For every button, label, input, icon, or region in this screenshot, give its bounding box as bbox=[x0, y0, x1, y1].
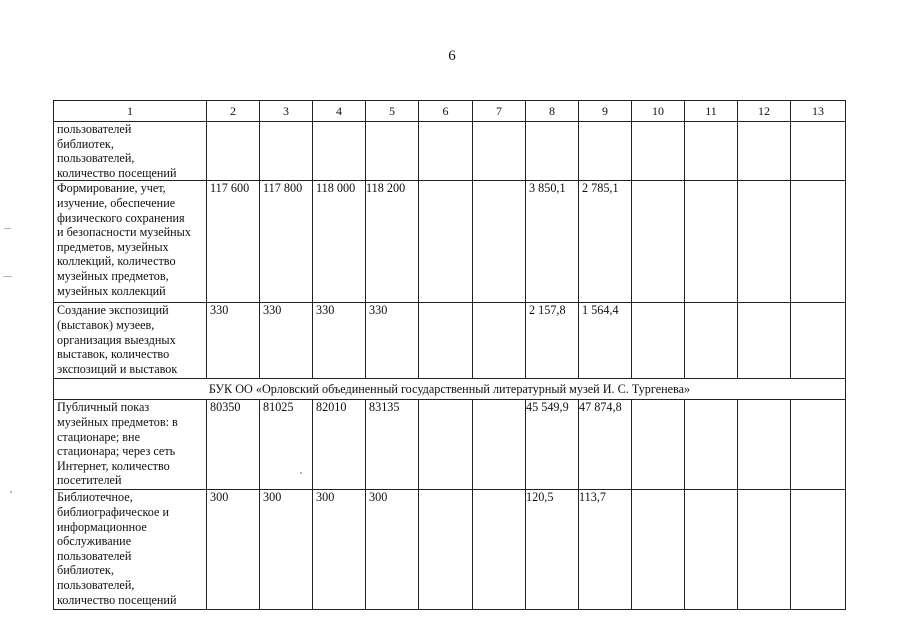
table-row bbox=[54, 122, 846, 181]
value-cell bbox=[419, 490, 473, 610]
column-number-cell: 13 bbox=[791, 101, 846, 122]
value-cell bbox=[473, 181, 526, 303]
value-cell: 120,5 bbox=[526, 490, 579, 610]
service-name-line: посетителей bbox=[57, 473, 122, 488]
value-cell: 83135 bbox=[366, 400, 419, 490]
value-cell bbox=[632, 400, 685, 490]
data-table bbox=[53, 100, 846, 610]
value-cell bbox=[473, 122, 526, 181]
value-cell: 2 157,8 bbox=[526, 303, 579, 379]
column-number-cell: 3 bbox=[260, 101, 313, 122]
value-cell: 330 bbox=[260, 303, 313, 379]
table-row bbox=[54, 181, 846, 303]
column-number-cell: 11 bbox=[685, 101, 738, 122]
scan-speck bbox=[10, 491, 12, 493]
value-cell bbox=[632, 303, 685, 379]
value-cell bbox=[632, 181, 685, 303]
value-cell: 117 800 bbox=[260, 181, 313, 303]
value-cell: 300 bbox=[260, 490, 313, 610]
service-name-line: (выставок) музеев, bbox=[57, 317, 155, 332]
value-cell bbox=[419, 303, 473, 379]
column-number-cell: 12 bbox=[738, 101, 791, 122]
page-number: 6 bbox=[448, 48, 456, 64]
column-number-cell: 5 bbox=[366, 101, 419, 122]
service-name-line: информационное bbox=[57, 519, 147, 534]
value-cell bbox=[419, 122, 473, 181]
service-name-line: пользователей, bbox=[57, 577, 135, 592]
service-name-line: и безопасности музейных bbox=[57, 225, 191, 240]
service-name-line: музейных предметов, bbox=[57, 268, 169, 283]
value-cell: 113,7 bbox=[579, 490, 632, 610]
value-cell bbox=[738, 122, 791, 181]
value-cell: 81025 bbox=[260, 400, 313, 490]
value-cell bbox=[579, 122, 632, 181]
service-name-cell bbox=[54, 122, 207, 181]
service-name-line: изучение, обеспечение bbox=[57, 195, 176, 210]
table-row bbox=[54, 400, 846, 490]
table-row bbox=[54, 490, 846, 610]
value-cell bbox=[685, 122, 738, 181]
column-number-cell: 2 bbox=[207, 101, 260, 122]
value-cell: 47 874,8 bbox=[579, 400, 632, 490]
value-cell: 300 bbox=[366, 490, 419, 610]
service-name-line: количество посещений bbox=[57, 165, 177, 180]
service-name-line: пользователей bbox=[57, 548, 132, 563]
value-cell bbox=[791, 400, 846, 490]
value-cell: 117 600 bbox=[207, 181, 260, 303]
value-cell: 300 bbox=[207, 490, 260, 610]
value-cell bbox=[207, 122, 260, 181]
value-cell: 330 bbox=[207, 303, 260, 379]
service-name-line: библиотек, bbox=[57, 563, 114, 578]
column-number-cell: 10 bbox=[632, 101, 685, 122]
value-cell bbox=[738, 400, 791, 490]
value-cell bbox=[313, 122, 366, 181]
column-number-cell: 7 bbox=[473, 101, 526, 122]
value-cell: 45 549,9 bbox=[526, 400, 579, 490]
value-cell bbox=[632, 490, 685, 610]
value-cell bbox=[685, 303, 738, 379]
column-number-cell: 4 bbox=[313, 101, 366, 122]
column-number-cell: 1 bbox=[54, 101, 207, 122]
column-number-cell: 9 bbox=[579, 101, 632, 122]
scan-speck bbox=[3, 276, 12, 277]
column-number-row bbox=[54, 101, 846, 122]
column-number-cell: 6 bbox=[419, 101, 473, 122]
value-cell bbox=[685, 181, 738, 303]
value-cell: 80350 bbox=[207, 400, 260, 490]
service-name-cell bbox=[54, 400, 207, 490]
table-row bbox=[54, 303, 846, 379]
service-name-line: музейных предметов: в bbox=[57, 414, 178, 429]
service-name-line: библиографическое и bbox=[57, 504, 170, 519]
value-cell bbox=[419, 181, 473, 303]
value-cell: 330 bbox=[366, 303, 419, 379]
value-cell: 1 564,4 bbox=[579, 303, 632, 379]
service-name-line: стационара; через сеть bbox=[57, 444, 176, 459]
value-cell: 300 bbox=[313, 490, 366, 610]
service-name-cell bbox=[54, 303, 207, 379]
value-cell: 330 bbox=[313, 303, 366, 379]
value-cell bbox=[791, 122, 846, 181]
service-name-line: экспозиций и выставок bbox=[57, 361, 178, 376]
value-cell: 118 000 bbox=[313, 181, 366, 303]
scan-speck bbox=[4, 228, 11, 229]
value-cell: 82010 bbox=[313, 400, 366, 490]
service-name-line: библиотек, bbox=[57, 136, 114, 151]
service-name-line: Интернет, количество bbox=[57, 458, 170, 473]
service-name-line: обслуживание bbox=[57, 534, 132, 549]
value-cell bbox=[738, 490, 791, 610]
value-cell bbox=[685, 400, 738, 490]
service-name-line: организация выездных bbox=[57, 332, 176, 347]
value-cell bbox=[366, 122, 419, 181]
value-cell bbox=[526, 122, 579, 181]
service-name-line: количество посещений bbox=[57, 592, 177, 607]
organization-title: БУК ОО «Орловский объединенный государственный литературный музей И. С. Тургенева» bbox=[54, 379, 846, 400]
value-cell bbox=[260, 122, 313, 181]
value-cell: 2 785,1 bbox=[579, 181, 632, 303]
service-name-line: физического сохранения bbox=[57, 210, 185, 225]
service-name-cell bbox=[54, 490, 207, 610]
value-cell bbox=[632, 122, 685, 181]
service-name-line: Создание экспозиций bbox=[57, 303, 169, 318]
service-name-line: пользователей, bbox=[57, 151, 135, 166]
value-cell: 118 200 bbox=[366, 181, 419, 303]
service-name-line: выставок, количество bbox=[57, 347, 170, 362]
service-name-line: Публичный показ bbox=[57, 400, 150, 415]
column-number-cell: 8 bbox=[526, 101, 579, 122]
value-cell bbox=[473, 400, 526, 490]
service-name-line: Формирование, учет, bbox=[57, 181, 166, 196]
service-name-line: коллекций, количество bbox=[57, 254, 176, 269]
value-cell bbox=[738, 181, 791, 303]
value-cell bbox=[791, 490, 846, 610]
value-cell bbox=[473, 303, 526, 379]
value-cell bbox=[685, 490, 738, 610]
value-cell bbox=[791, 181, 846, 303]
value-cell bbox=[738, 303, 791, 379]
value-cell bbox=[791, 303, 846, 379]
value-cell bbox=[473, 490, 526, 610]
service-name-line: стационаре; вне bbox=[57, 429, 140, 444]
service-name-line: предметов, музейных bbox=[57, 239, 169, 254]
service-name-line: музейных коллекций bbox=[57, 283, 166, 298]
service-name-cell bbox=[54, 181, 207, 303]
service-name-line: Библиотечное, bbox=[57, 490, 133, 505]
value-cell: 3 850,1 bbox=[526, 181, 579, 303]
organization-row bbox=[54, 379, 846, 400]
value-cell bbox=[419, 400, 473, 490]
service-name-line: пользователей bbox=[57, 122, 132, 136]
